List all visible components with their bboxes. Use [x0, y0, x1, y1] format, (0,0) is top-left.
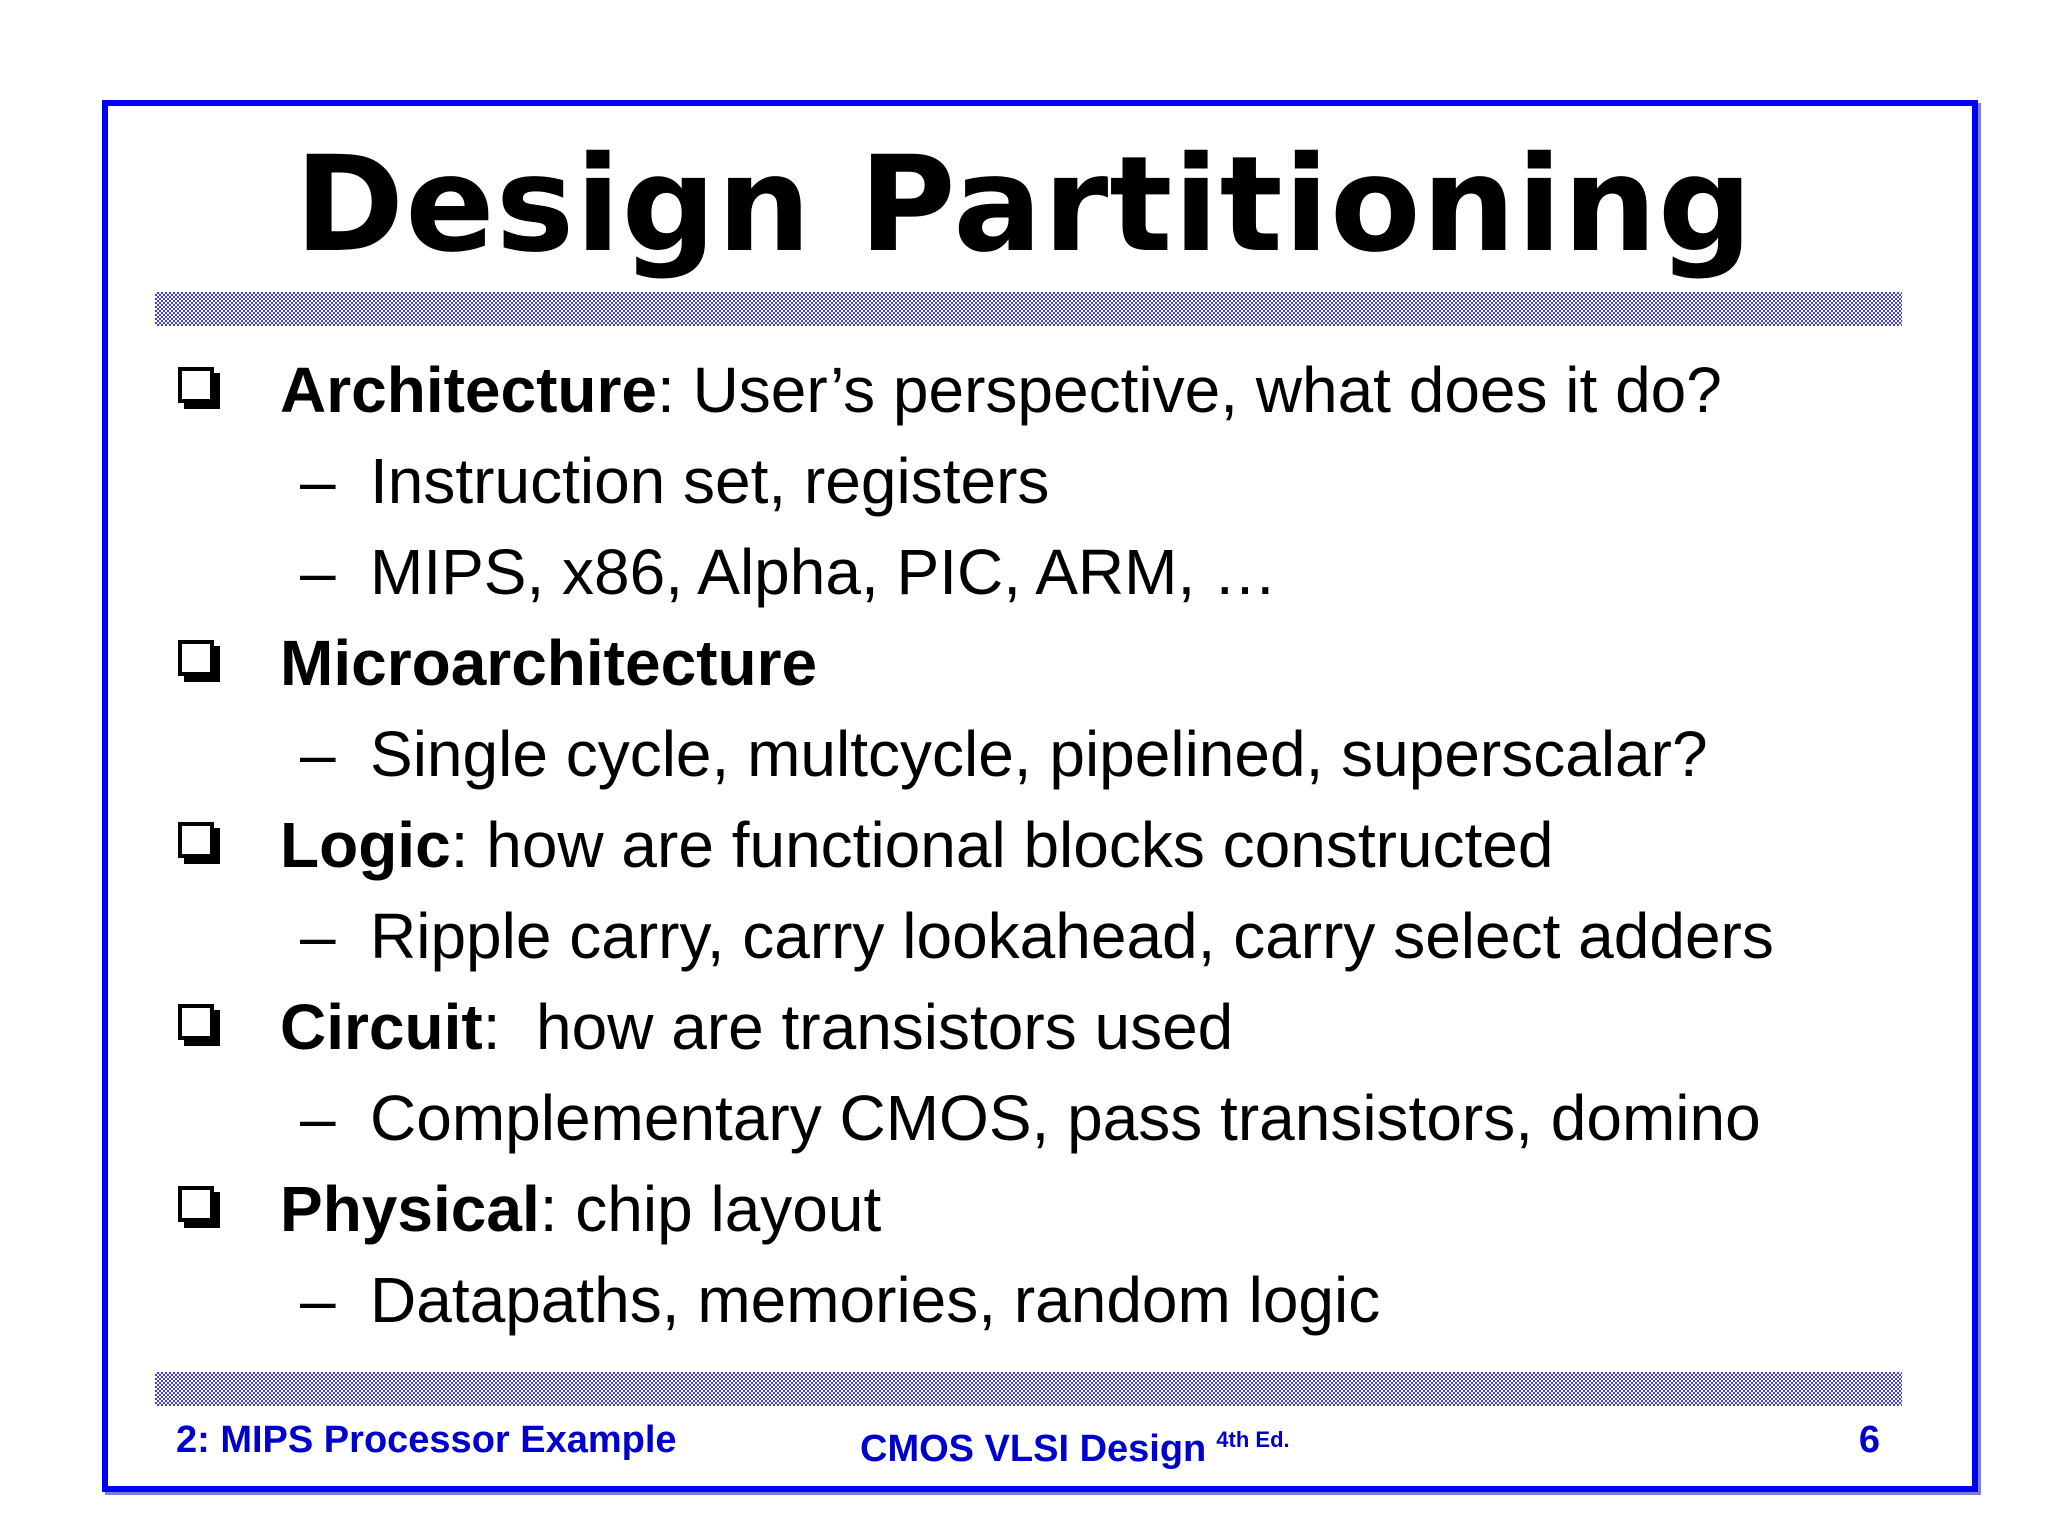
dash-bullet: – — [300, 536, 336, 608]
checkbox-bullet-icon — [178, 1186, 214, 1222]
bottom-hatch-bar — [155, 1372, 1902, 1406]
footer-book-name: CMOS VLSI Design — [860, 1428, 1207, 1470]
bullet-text: : how are transistors used — [482, 991, 1234, 1063]
footer-chapter: 2: MIPS Processor Example — [176, 1419, 677, 1461]
top-hatch-bar — [155, 292, 1902, 326]
bullet-text: : how are functional blocks constructed — [450, 809, 1554, 881]
dash-bullet: – — [300, 445, 336, 517]
dash-bullet: – — [300, 1082, 336, 1154]
dash-bullet: – — [300, 900, 336, 972]
sub-bullet-text: Ripple carry, carry lookahead, carry select adders — [370, 900, 1774, 972]
sub-bullet-text: MIPS, x86, Alpha, PIC, ARM, … — [370, 536, 1277, 608]
footer-book-title — [860, 1415, 1290, 1470]
bullet-text: : chip layout — [539, 1173, 882, 1245]
bullet-term: Physical — [280, 1173, 540, 1245]
slide-title: Design Partitioning — [294, 128, 1754, 282]
sub-bullet-text: Single cycle, multcycle, pipelined, superscalar? — [370, 718, 1708, 790]
checkbox-bullet-icon — [178, 367, 214, 403]
footer-page-number: 6 — [1858, 1419, 1880, 1461]
sub-bullet-text: Datapaths, memories, random logic — [370, 1264, 1381, 1336]
bullet-term: Microarchitecture — [280, 627, 818, 699]
footer-edition: 4th Ed. — [1216, 1427, 1290, 1452]
checkbox-bullet-icon — [178, 640, 214, 676]
dash-bullet: – — [300, 1264, 336, 1336]
checkbox-bullet-icon — [178, 1004, 214, 1040]
bullet-term: Logic — [280, 809, 451, 881]
bullet-text: : User’s perspective, what does it do? — [657, 354, 1722, 426]
checkbox-bullet-icon — [178, 822, 214, 858]
bullet-term: Architecture — [280, 354, 657, 426]
sub-bullet-text: Instruction set, registers — [370, 445, 1050, 517]
bullet-term: Circuit — [280, 991, 483, 1063]
dash-bullet: – — [300, 718, 336, 790]
sub-bullet-text: Complementary CMOS, pass transistors, domino — [370, 1082, 1761, 1154]
